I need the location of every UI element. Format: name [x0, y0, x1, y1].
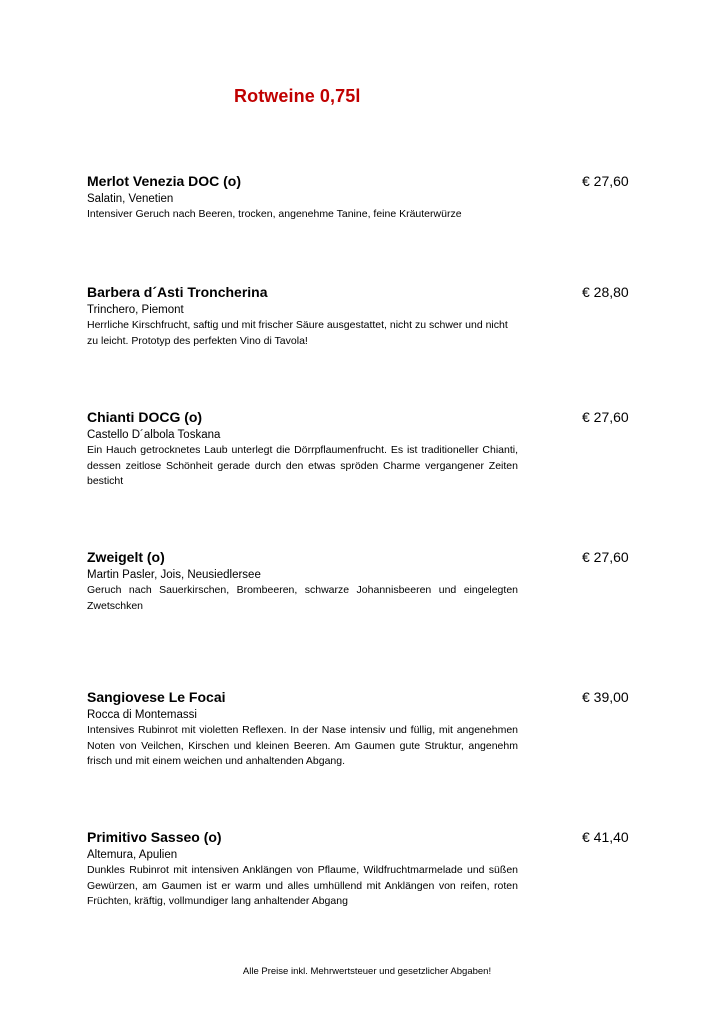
wine-entry-zweigelt [87, 548, 642, 614]
wine-name: Merlot Venezia DOC (o) [87, 173, 242, 189]
footer-text: Alle Preise inkl. Mehrwertsteuer und gesetzlicher Abgaben! [242, 966, 492, 977]
wine-name: Primitivo Sasseo (o) [87, 829, 222, 845]
wine-price: € 27,60 [582, 173, 629, 189]
wine-producer: Salatin, Venetien [87, 193, 174, 205]
wine-entry-primitivo [87, 828, 642, 910]
wine-entry-sangiovese [87, 688, 642, 770]
wine-description: Herrliche Kirschfrucht, saftig und mit frischer Säure ausgestattet, nicht zu schwer und nicht zu leicht. Prototyp des perfekten Vino di Tavola! [87, 319, 508, 347]
wine-entry-barbera [87, 283, 642, 349]
wine-producer: Trinchero, Piemont [87, 304, 184, 316]
wine-producer: Altemura, Apulien [87, 849, 178, 861]
wine-price: € 27,60 [582, 409, 629, 425]
wine-description: Ein Hauch getrocknetes Laub unterlegt die Dörrpflaumenfrucht. Es ist traditioneller Chianti, dessen zeitlose Schönheit gerade durch den etwas spröden Charme vergangener Zeiten besticht [87, 444, 518, 487]
wine-price: € 41,40 [582, 829, 629, 845]
wine-name: Sangiovese Le Focai [87, 689, 226, 705]
page-title: Rotweine 0,75l [234, 86, 361, 106]
wine-producer: Martin Pasler, Jois, Neusiedlersee [87, 569, 261, 581]
wine-producer: Castello D´albola Toskana [87, 429, 221, 441]
wine-entry-merlot [87, 172, 642, 223]
wine-description: Intensives Rubinrot mit violetten Reflexen. In der Nase intensiv und füllig, mit angenehmen Noten von Veilchen, Kirschen und kleinen Beeren. Am Gaumen gute Struktur, angenehm frisch und mit einem weichen und anhaltenden Abgang. [87, 724, 518, 767]
wine-description: Geruch nach Sauerkirschen, Brombeeren, schwarze Johannisbeeren und eingelegten Zwetschken [87, 584, 518, 612]
wine-price: € 39,00 [582, 689, 629, 705]
wine-price: € 28,80 [582, 284, 629, 300]
wine-name: Barbera d´Asti Troncherina [87, 284, 268, 300]
wine-price: € 27,60 [582, 549, 629, 565]
wine-description: Intensiver Geruch nach Beeren, trocken, angenehme Tanine, feine Kräuterwürze [87, 208, 462, 220]
wine-entry-chianti [87, 408, 642, 490]
price-footer-note [0, 965, 724, 978]
wine-name: Zweigelt (o) [87, 549, 165, 565]
wine-description: Dunkles Rubinrot mit intensiven Anklängen von Pflaume, Wildfruchtmarmelade und süßen Gewürzen, am Gaumen ist er warm und alles umhüllend mit Anklängen von reifen, roten Früchten, kräftig, vollmundiger lang anhaltender Abgang [87, 864, 518, 907]
wine-name: Chianti DOCG (o) [87, 409, 203, 425]
wine-producer: Rocca di Montemassi [87, 709, 197, 721]
